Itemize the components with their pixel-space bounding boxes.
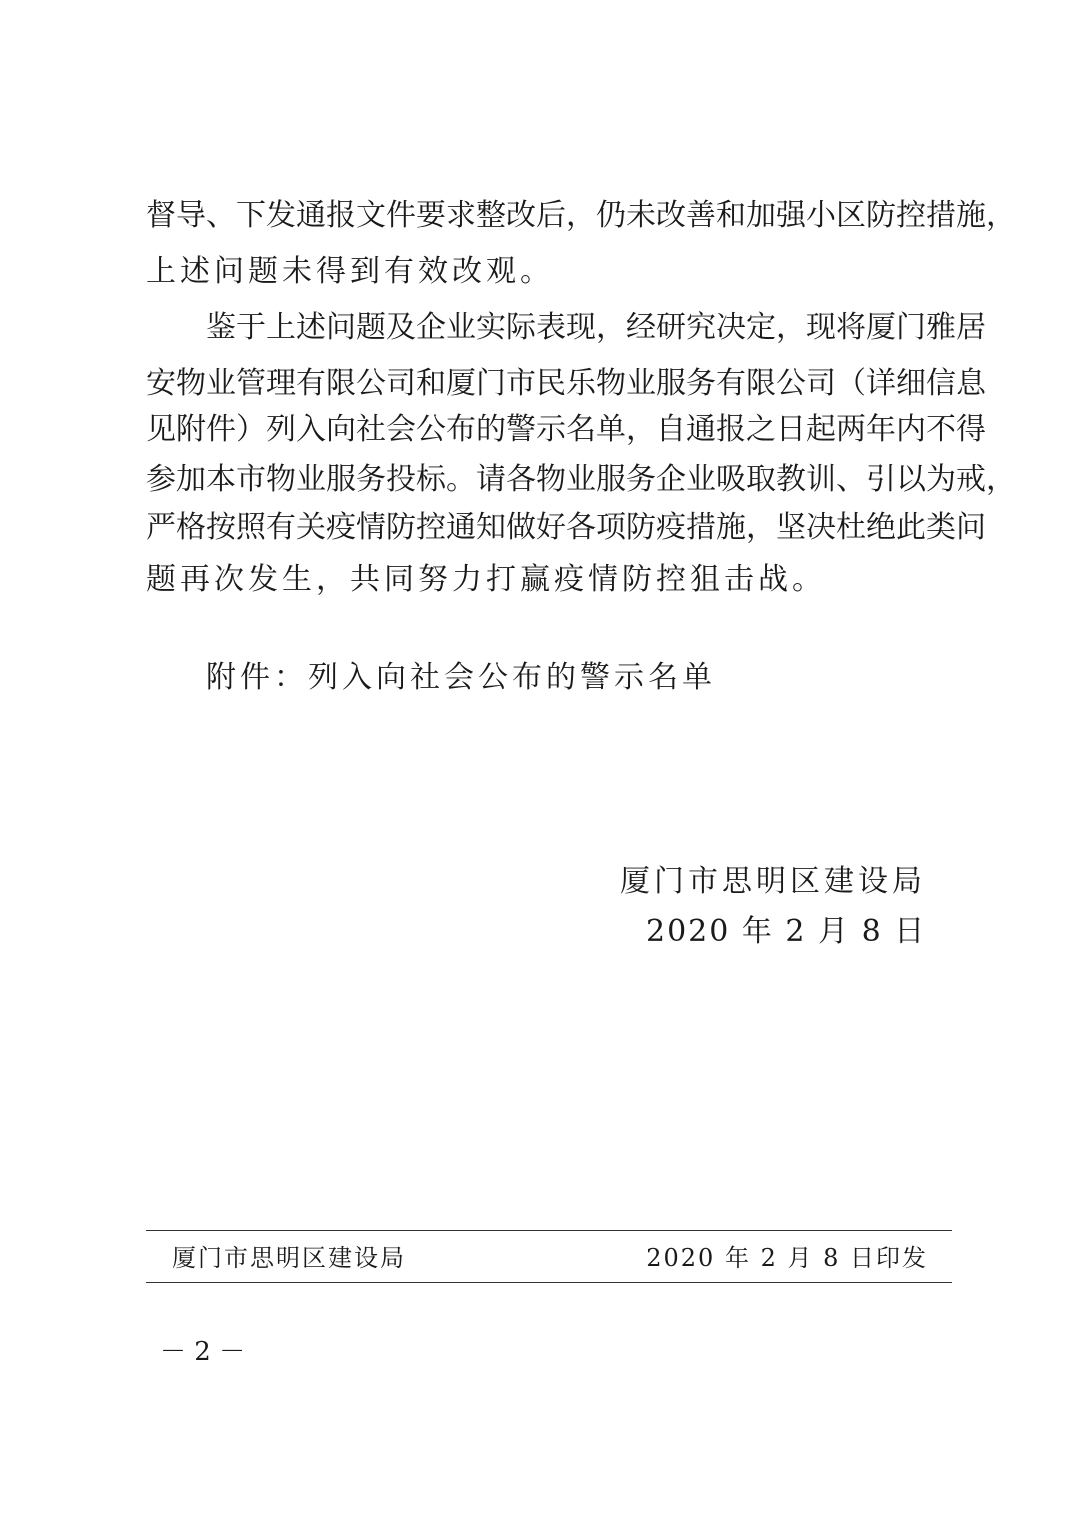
footer-row (146, 1238, 952, 1278)
body-line-7: 严格按照有关疫情防控通知做好各项防疫措施，坚决杜绝此类问 (146, 510, 986, 545)
signature-date: 2020 年 2 月 8 日 (646, 914, 927, 949)
body-line-3: 鉴于上述问题及企业实际表现，经研究决定，现将厦门雅居 (206, 310, 986, 345)
attachment-note: 附件：列入向社会公布的警示名单 (206, 660, 716, 695)
body-line-8: 题再次发生，共同努力打赢疫情防控狙击战。 (146, 562, 826, 597)
footer-issuer: 厦门市思明区建设局 (172, 1244, 406, 1272)
body-line-2: 上述问题未得到有效改观。 (146, 254, 554, 289)
body-line-6: 参加本市物业服务投标。请各物业服务企业吸取教训、引以为戒， (146, 462, 1016, 497)
page-number: － 2 － (160, 1337, 246, 1367)
footer-bottom-rule (146, 1282, 952, 1283)
body-line-5: 见附件）列入向社会公布的警示名单，自通报之日起两年内不得 (146, 412, 986, 447)
footer-issue-date: 2020 年 2 月 8 日印发 (646, 1244, 928, 1272)
footer-top-rule (146, 1230, 952, 1231)
signature-organization: 厦门市思明区建设局 (620, 864, 926, 899)
body-line-4: 安物业管理有限公司和厦门市民乐物业服务有限公司（详细信息 (146, 366, 986, 401)
body-line-1: 督导、下发通报文件要求整改后，仍未改善和加强小区防控措施， (146, 198, 1016, 233)
